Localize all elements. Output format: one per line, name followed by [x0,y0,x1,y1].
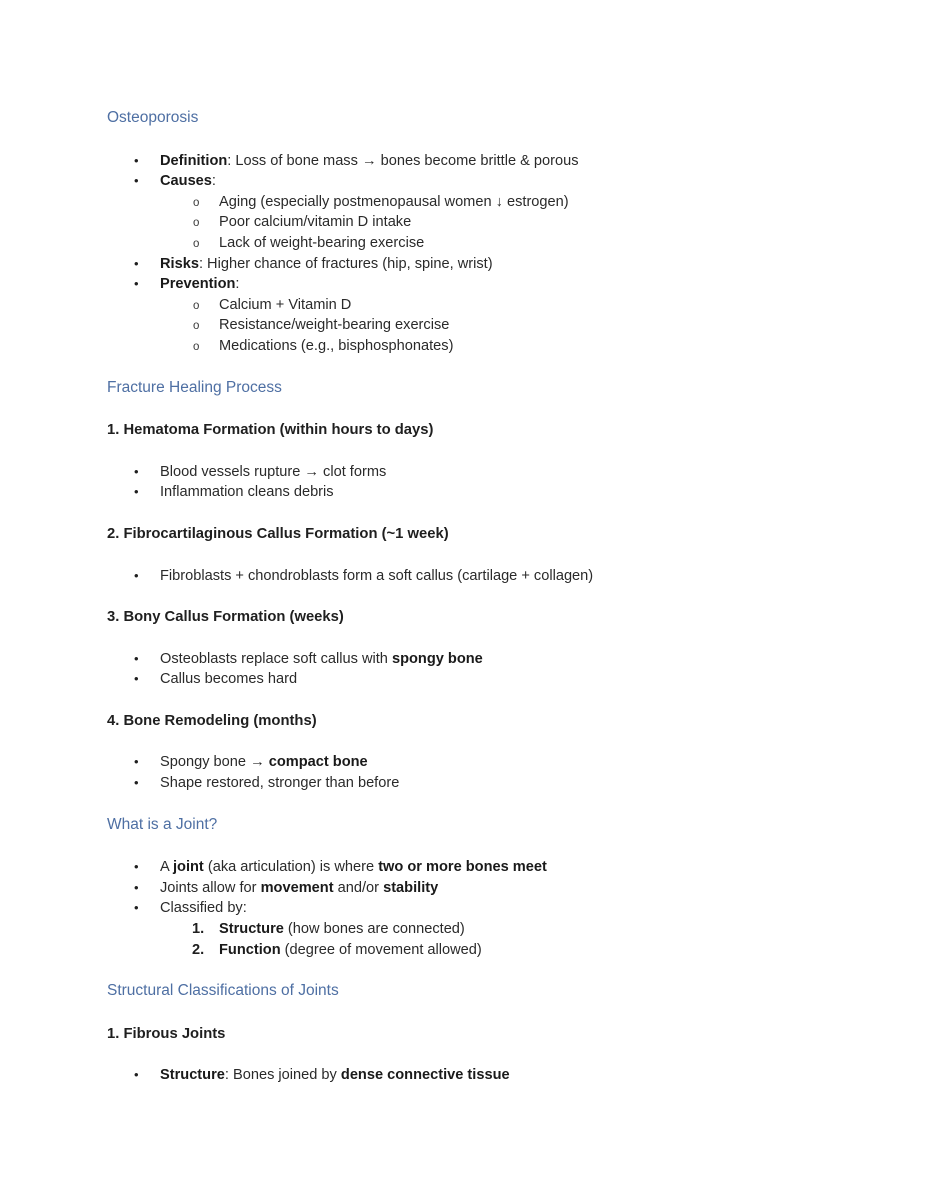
numbered-list-item [107,919,827,940]
number-marker: 2. [192,941,205,958]
list-item-text: Risks: Higher chance of fractures (hip, spine, wrist) [160,255,493,272]
bullet-icon: • [134,173,139,189]
list-item-text: Prevention: [160,276,240,293]
circle-bullet-icon: o [193,196,200,209]
list-item-text: Blood vessels rupture → clot forms [160,463,387,480]
numbered-list-item [107,940,827,961]
bullet-icon: • [134,859,139,875]
list-item [107,295,827,316]
fibrous-joints-list [107,1065,827,1086]
list-item-text: Definition: Loss of bone mass → bones become brittle & porous [160,152,579,169]
joint-list [107,857,827,960]
list-item-text: Fibroblasts + chondroblasts form a soft callus (cartilage + collagen) [160,567,594,584]
list-item [107,274,827,295]
bullet-icon: • [134,276,139,292]
list-item [107,878,827,899]
list-item-text: Aging (especially postmenopausal women ↓ estrogen) [219,193,569,210]
circle-bullet-icon: o [193,340,200,353]
list-item-text: A joint (aka articulation) is where two or more bones meet [160,859,547,876]
subheading-hematoma-formation: 1. Hematoma Formation (within hours to days) [107,422,434,439]
bullet-icon: • [134,567,139,583]
subheading-bone-remodeling: 4. Bone Remodeling (months) [107,712,317,729]
list-item-text: Callus becomes hard [160,671,298,688]
list-item-text: Resistance/weight-bearing exercise [219,317,450,334]
list-item-text: Spongy bone → compact bone [160,754,368,771]
bullet-icon: • [134,650,139,666]
bullet-icon: • [134,463,139,479]
list-item-text: Inflammation cleans debris [160,484,334,501]
section-heading-fracture-healing: Fracture Healing Process [107,378,282,396]
list-item [107,1065,827,1086]
list-item-text: Lack of weight-bearing exercise [219,234,425,251]
list-item [107,462,827,483]
section-heading-osteoporosis: Osteoporosis [107,109,199,126]
bullet-icon: • [134,879,139,895]
list-item [107,898,827,919]
section-heading-structural-classifications: Structural Classifications of Joints [107,982,339,1000]
list-item-text: Structure: Bones joined by dense connective tissue [160,1067,510,1084]
circle-bullet-icon: o [193,320,200,333]
list-item [107,171,827,192]
bullet-icon: • [134,775,139,791]
bullet-icon: • [134,255,139,271]
circle-bullet-icon: o [193,217,200,230]
bullet-icon: • [134,152,139,168]
section-heading-what-is-a-joint: What is a Joint? [107,815,218,833]
list-item [107,669,827,690]
hematoma-list [107,462,827,503]
list-item-text: Calcium + Vitamin D [219,296,352,313]
list-item-text: Joints allow for movement and/or stability [160,879,439,896]
list-item [107,233,827,254]
subheading-bony-callus: 3. Bony Callus Formation (weeks) [107,609,344,626]
list-item [107,315,827,336]
list-item [107,773,827,794]
circle-bullet-icon: o [193,299,200,312]
list-item-text: Causes: [160,173,216,190]
number-marker: 1. [192,921,205,938]
bullet-icon: • [134,484,139,500]
list-item-text: Shape restored, stronger than before [160,775,400,792]
list-item-text: Medications (e.g., bisphosphonates) [219,337,454,354]
document-content [107,108,827,1107]
list-item [107,857,827,878]
bullet-icon: • [134,900,139,916]
bullet-icon: • [134,754,139,770]
osteoporosis-list [107,151,827,357]
list-item [107,649,827,670]
bullet-icon: • [134,671,139,687]
list-item-text: Function (degree of movement allowed) [219,941,482,958]
list-item [107,482,827,503]
bony-callus-list [107,649,827,690]
list-item [107,336,827,357]
list-item [107,566,827,587]
list-item [107,212,827,233]
list-item [107,151,827,172]
list-item [107,752,827,773]
list-item-text: Osteoblasts replace soft callus with spongy bone [160,650,483,667]
bullet-icon: • [134,1067,139,1083]
subheading-fibrocartilaginous-callus: 2. Fibrocartilaginous Callus Formation (~1 week) [107,525,449,542]
list-item [107,254,827,275]
list-item [107,192,827,213]
subheading-fibrous-joints: 1. Fibrous Joints [107,1025,226,1042]
fibrocartilaginous-list [107,566,827,587]
list-item-text: Poor calcium/vitamin D intake [219,214,412,231]
circle-bullet-icon: o [193,237,200,250]
bone-remodeling-list [107,752,827,793]
list-item-text: Classified by: [160,900,247,917]
list-item-text: Structure (how bones are connected) [219,921,465,938]
